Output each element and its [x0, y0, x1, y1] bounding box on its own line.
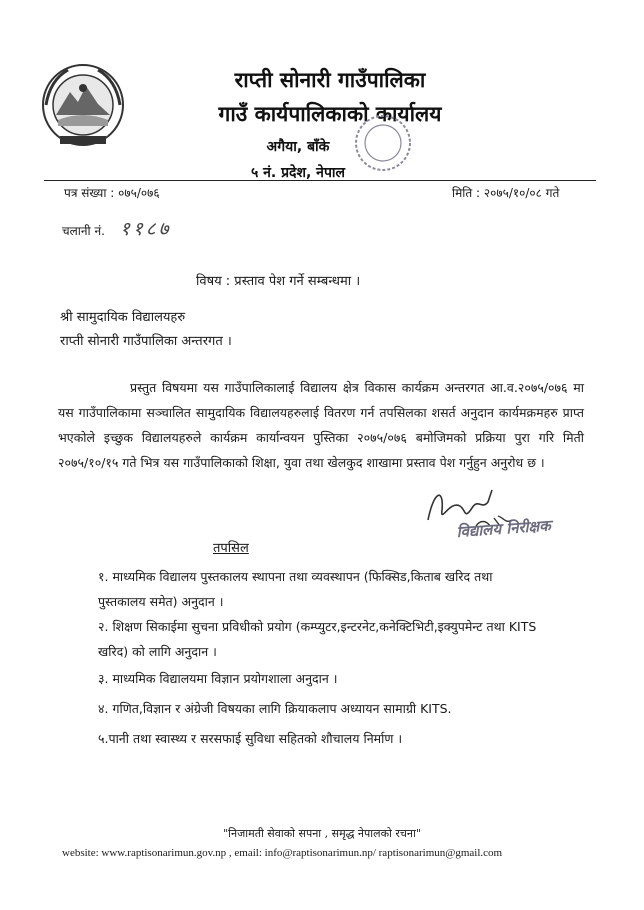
dispatch-number-label: चलानी नं.: [62, 224, 105, 238]
office-province: ५ नं. प्रदेश, नेपाल: [250, 165, 346, 181]
list-item: [98, 614, 594, 664]
dispatch-number-handwritten: ११८७: [120, 218, 172, 240]
office-address: अगैया, बाँके: [266, 139, 330, 155]
office-motto: "निजामती सेवाको सपना , समृद्ध नेपालको रचना": [223, 827, 421, 840]
list-item: [98, 696, 594, 721]
list-item-text: २. शिक्षण सिकाईमा सुचना प्रविधीको प्रयोग (कम्प्युटर,इन्टरनेट,कनेक्टिभिटी,इक्युपमेन्ट तथा KITS: [98, 619, 537, 634]
list-item-text: ४. गणित,विज्ञान र अंग्रेजी विषयका लागि क्रियाकलाप अध्यायन सामाग्री KITS.: [98, 701, 452, 716]
list-item-text: ५.पानी तथा स्वास्थ्य र सरसफाई सुविधा सहितको शौचालय निर्माण ।: [98, 731, 403, 746]
letter-date: मिति : २०७५/१०/०८ गते: [452, 186, 560, 200]
government-emblem-icon: [38, 60, 128, 150]
list-item: [98, 666, 594, 691]
list-item: [98, 726, 594, 751]
header-divider: [44, 180, 596, 181]
letter-number: पत्र संख्या : ०७५/०७६: [64, 186, 160, 200]
office-stamp-icon: [352, 112, 414, 174]
letter-body: प्रस्तुत विषयमा यस गाउँपालिकालाई विद्यालय क्षेत्र विकास कार्यक्रम अन्तरगत आ.व.२०७५/०७६ मा यस गाउँपालिकामा सञ्चालित सामुदायिक विद्यालयहरुलाई वितरण गर्न तपसिलका शसर्त अनुदान कार्यमक्रमहरु प्राप्त भएकोले इच्छुक विद्यालयहरुले कार्यक्रम कार्यान्वयन पुस्तिका २०७५/०७६ बमोजिमको प्रक्रिया पुरा गरि मिती २०७५/१०/१५ गते भित्र यस गाउँपालिकाको शिक्षा, युवा तथा खेलकुद शाखामा प्रस्ताव पेश गर्नुहुन अनुरोध छ ।: [58, 380, 584, 470]
municipality-name: राप्ती सोनारी गाउँपालिका: [234, 68, 426, 92]
list-item-text: खरिद) को लागि अनुदान ।: [98, 644, 217, 659]
list-item-text: पुस्तकालय समेत) अनुदान ।: [98, 594, 224, 609]
office-name: गाउँ कार्यपालिकाको कार्यालय: [218, 102, 442, 126]
addressee-line-1: श्री सामुदायिक विद्यालयहरु: [60, 310, 186, 325]
contact-footer: website: www.raptisonarimun.gov.np , email: info@raptisonarimun.np/ raptisonarimun@gmail.com: [62, 847, 503, 859]
letter-subject: विषय : प्रस्ताव पेश गर्ने सम्बन्धमा ।: [196, 274, 361, 289]
list-item-text: ३. माध्यमिक विद्यालयमा विज्ञान प्रयोगशाला अनुदान ।: [98, 671, 338, 686]
list-item: [98, 564, 594, 614]
signatory-title-stamp: विद्यालय निरीक्षक: [456, 516, 552, 541]
details-heading: तपसिल: [213, 541, 249, 556]
addressee-line-2: राप्ती सोनारी गाउँपालिका अन्तरगत ।: [60, 334, 232, 349]
list-item-text: १. माध्यमिक विद्यालय पुस्तकालय स्थापना तथा व्यवस्थापन (फिक्सिड,किताब खरिद तथा: [98, 569, 493, 584]
